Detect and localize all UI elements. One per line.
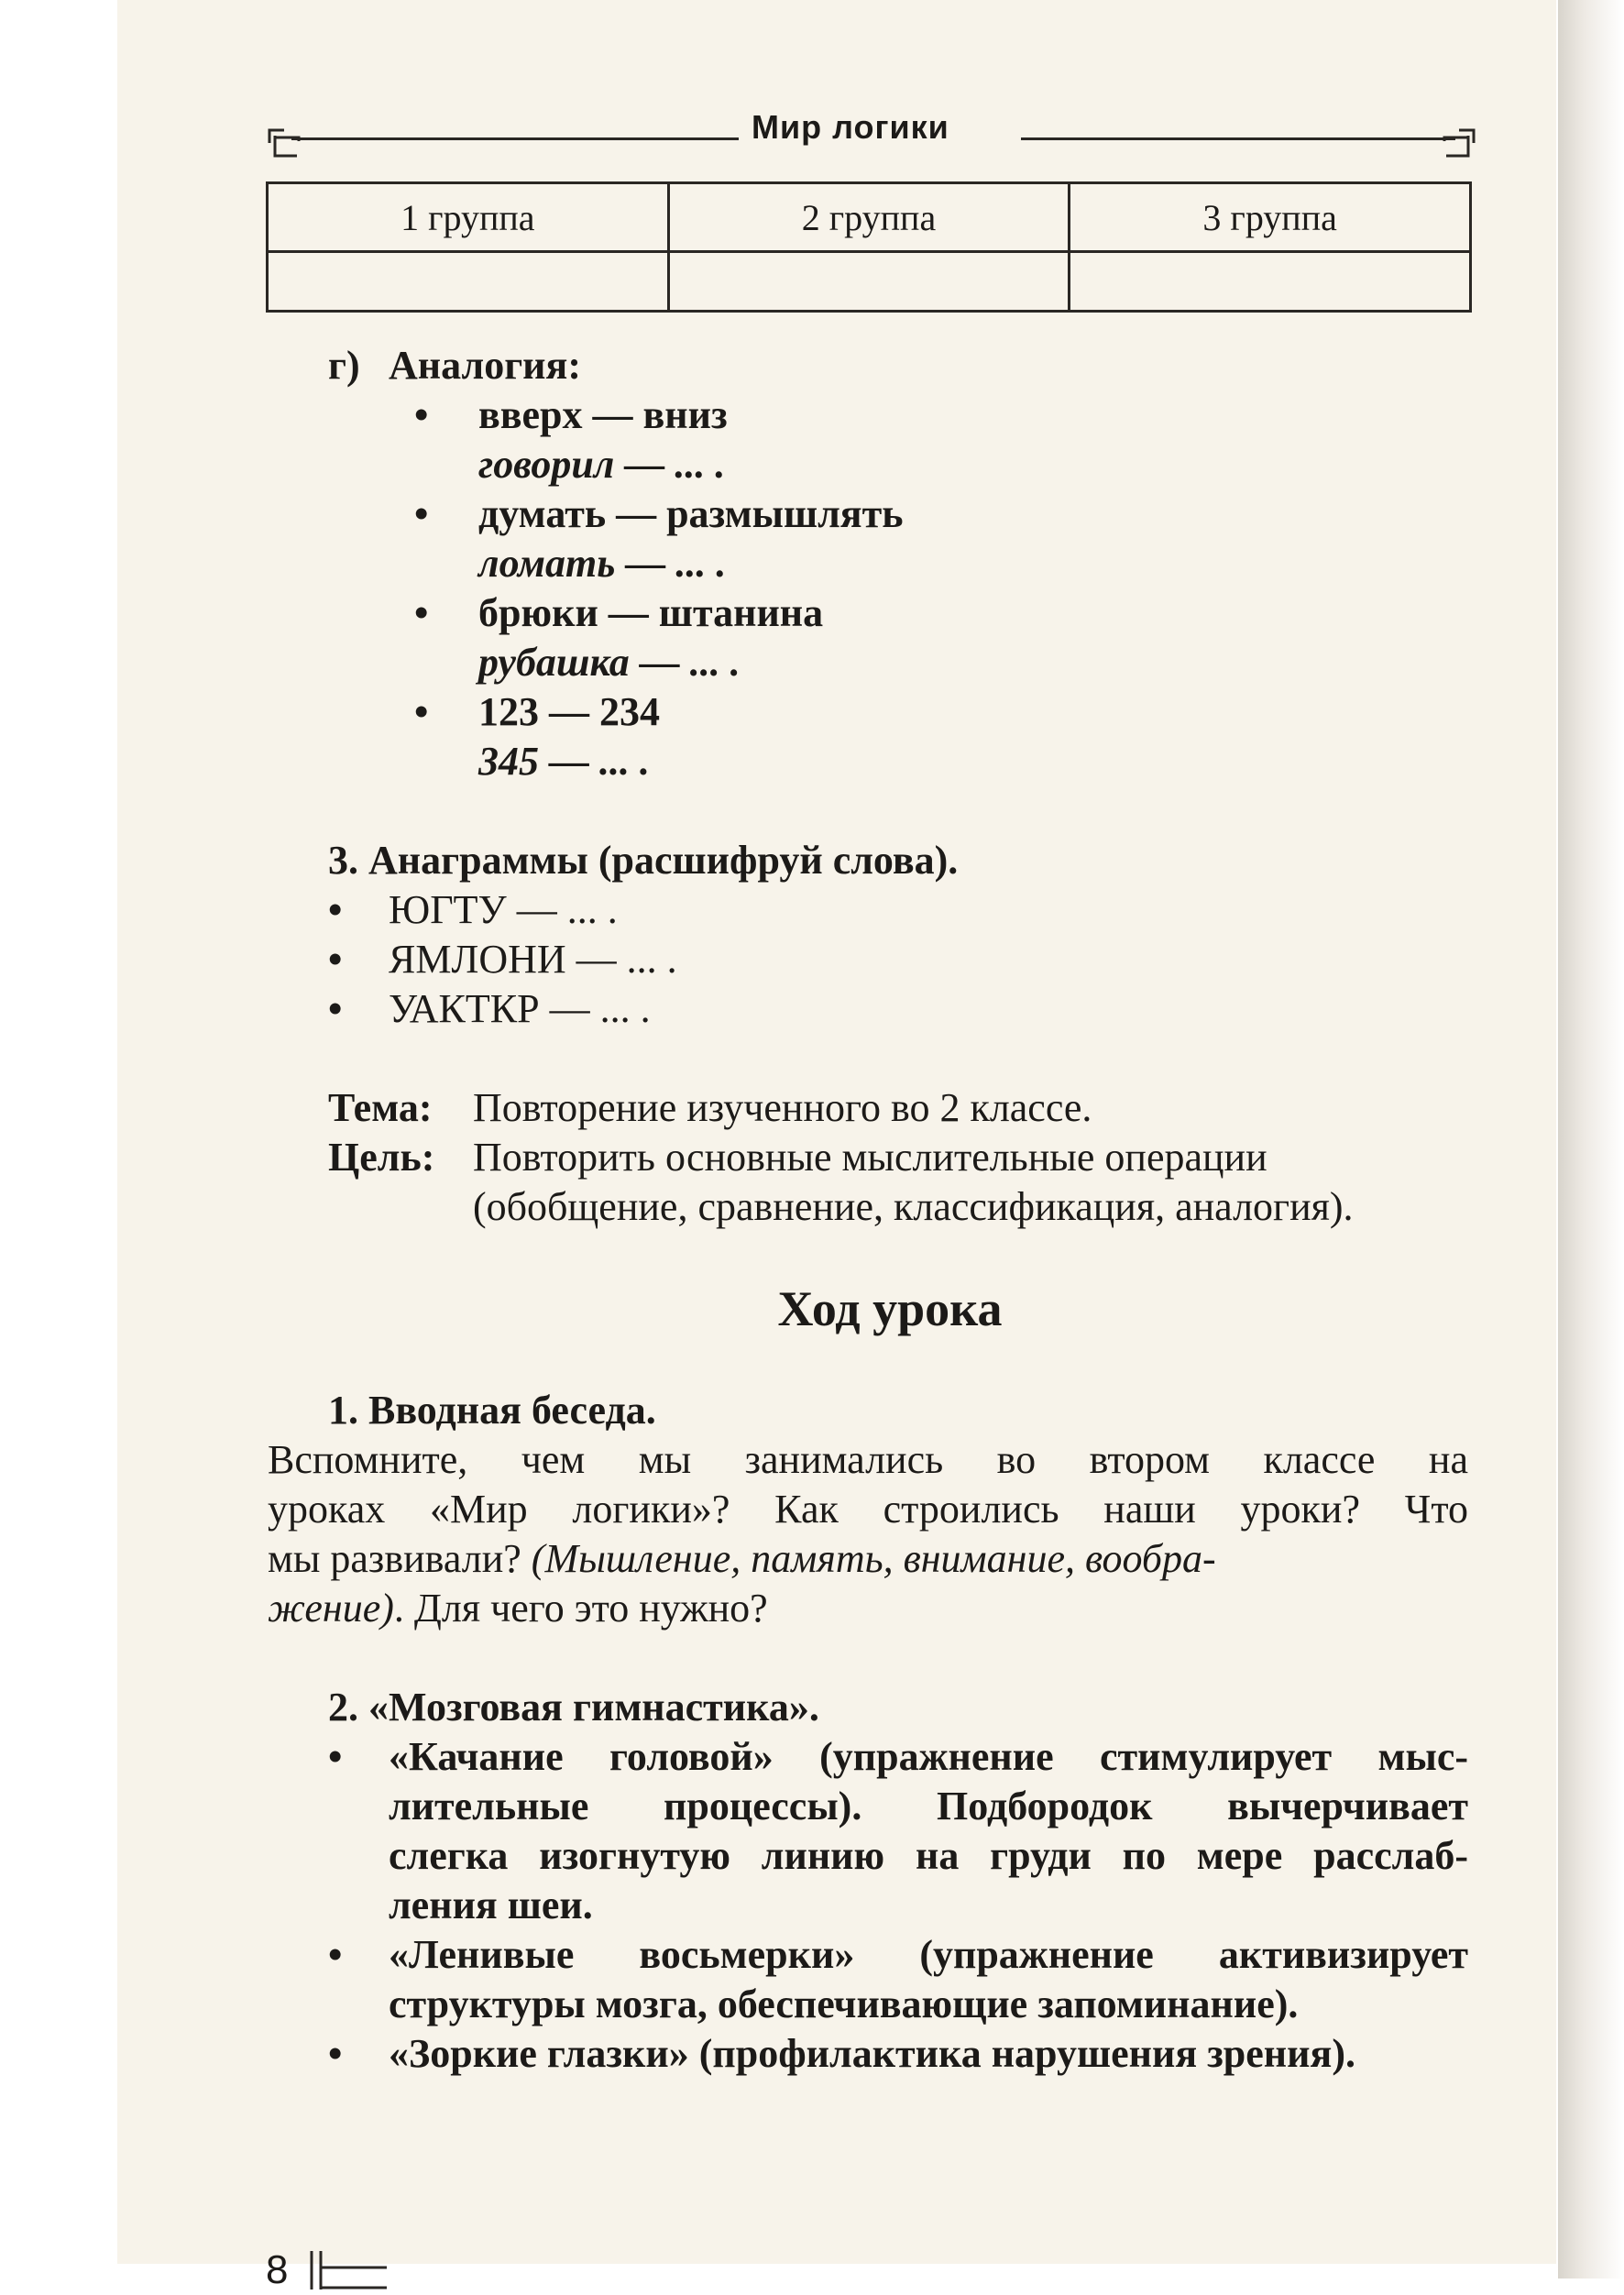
analogy-label: г) <box>328 343 360 388</box>
table-header-group-1: 1 группа <box>268 183 669 252</box>
anagrams-title: 3. Анаграммы (расшифруй слова). <box>328 838 959 883</box>
anagram-item: УАКТКР — ... . <box>389 986 651 1031</box>
goal-label: Цель: <box>328 1135 435 1180</box>
table-cell-empty <box>268 252 669 312</box>
analogy-pair: 123 — 234 <box>478 689 660 734</box>
topic-label: Тема: <box>328 1085 433 1130</box>
bullet-icon: • <box>328 986 343 1031</box>
intro-text-run: . Для чего это нужно? <box>393 1586 768 1631</box>
bullet-icon: • <box>328 887 343 932</box>
groups-table <box>266 181 1472 313</box>
section-heading: Ход урока <box>777 1281 1003 1336</box>
goal-text-line: Повторить основные мыслительные операции <box>473 1135 1267 1180</box>
intro-answer-text: жение) <box>268 1586 394 1631</box>
intro-text-line: Вспомните, чем мы занимались во втором классе на <box>268 1437 1468 1482</box>
intro-text-line: уроках «Мир логики»? Как строились наши уроки? Что <box>268 1487 1468 1532</box>
bullet-icon: • <box>414 689 429 734</box>
running-header-title: Мир логики <box>752 108 949 146</box>
header-ornament-left-icon <box>266 125 302 161</box>
header-rule-right <box>1021 137 1455 140</box>
table-cell-empty <box>1070 252 1471 312</box>
analogy-pair: думать — размышлять <box>478 491 904 536</box>
header-ornament-right-icon <box>1441 125 1477 161</box>
intro-text-line <box>268 1534 1468 1584</box>
gym-text-line: ления шеи. <box>389 1883 593 1927</box>
goal-text-line: (обобщение, сравнение, классификация, аналогия). <box>473 1184 1354 1229</box>
bullet-icon: • <box>328 1734 343 1779</box>
gym-text-line: лительные процессы). Подбородок вычерчивает <box>389 1784 1468 1828</box>
analogy-task: 345 — ... . <box>478 739 650 784</box>
analogy-title: Аналогия: <box>389 343 581 388</box>
header-rule-left <box>291 137 739 140</box>
anagram-item: ЯМЛОНИ — ... . <box>389 937 677 982</box>
analogy-task: говорил — ... . <box>478 442 726 487</box>
table-header-group-2: 2 группа <box>668 183 1070 252</box>
topic-text: Повторение изученного во 2 классе. <box>473 1085 1092 1130</box>
gym-text-line: «Зоркие глазки» (профилактика нарушения зрения). <box>389 2031 1355 2076</box>
analogy-task: ломать — ... . <box>478 541 727 586</box>
bullet-icon: • <box>328 937 343 982</box>
bullet-icon: • <box>328 1932 343 1977</box>
bullet-icon: • <box>414 491 429 536</box>
bullet-icon: • <box>414 392 429 437</box>
gym-text-line: структуры мозга, обеспечивающие запоминание). <box>389 1982 1299 2026</box>
book-spine <box>1558 0 1624 2279</box>
page-number-ornament-icon <box>308 2247 390 2293</box>
bullet-icon: • <box>328 2031 343 2076</box>
gym-text-line: «Ленивые восьмерки» (упражнение активизирует <box>389 1932 1468 1977</box>
intro-title: 1. Вводная беседа. <box>328 1388 656 1433</box>
intro-answer-text: (Мышление, память, внимание, вообра- <box>531 1536 1216 1581</box>
gym-title: 2. «Мозговая гимнастика». <box>328 1685 819 1729</box>
page-number: 8 <box>266 2247 289 2292</box>
gym-text-line: слегка изогнутую линию на груди по мере расслаб- <box>389 1833 1468 1878</box>
gym-text-line: «Качание головой» (упражнение стимулирует мыс- <box>389 1734 1468 1779</box>
analogy-pair: брюки — штанина <box>478 590 824 635</box>
table-header-group-3: 3 группа <box>1070 183 1471 252</box>
intro-text-line <box>268 1584 768 1633</box>
analogy-pair: вверх — вниз <box>478 392 728 437</box>
analogy-task: рубашка — ... . <box>478 640 741 685</box>
bullet-icon: • <box>414 590 429 635</box>
anagram-item: ЮГТУ — ... . <box>389 887 618 932</box>
table-cell-empty <box>668 252 1070 312</box>
intro-text-run: мы развивали? <box>268 1536 532 1581</box>
